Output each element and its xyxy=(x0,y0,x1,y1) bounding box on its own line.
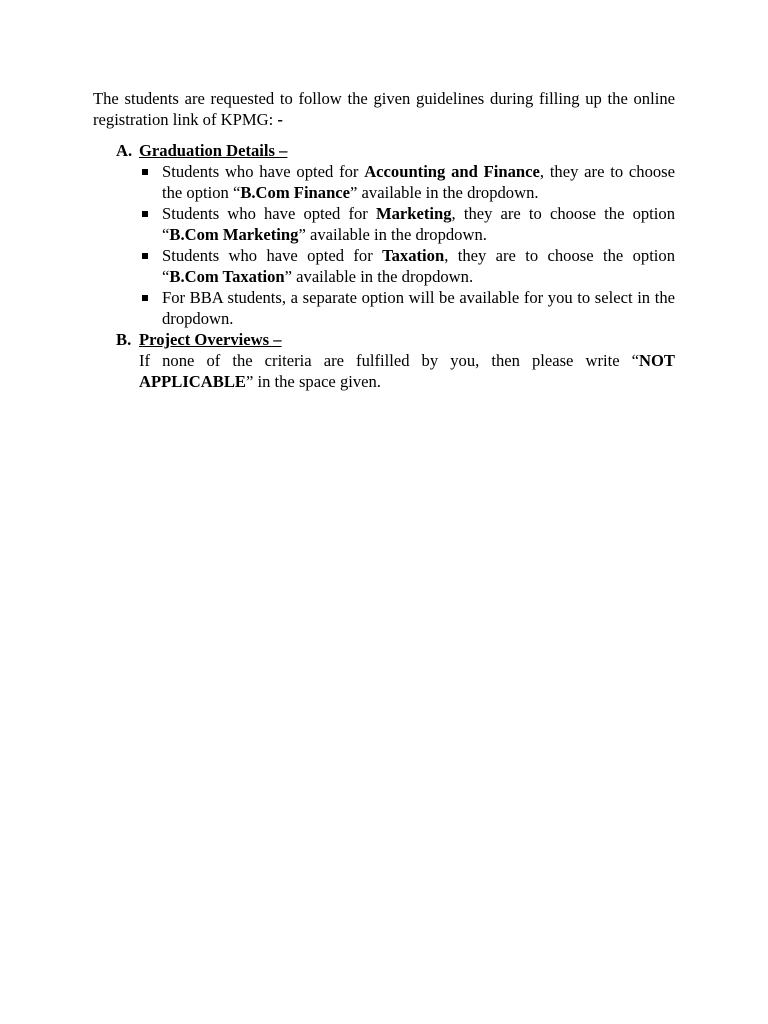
bullet-text: Students who have opted for xyxy=(162,162,365,181)
bullet-text: ” available in the dropdown. xyxy=(350,183,539,202)
section-heading: Graduation Details – xyxy=(139,141,288,160)
bullet-list xyxy=(139,161,675,329)
bullet-text: , they are to choose the option “ xyxy=(162,204,675,244)
intro-suffix: - xyxy=(277,110,283,129)
body-text: If none of the criteria are fulfilled by you, then please write “ xyxy=(139,351,640,370)
square-bullet-icon xyxy=(142,253,148,259)
bullet-bold-text: B.Com Marketing xyxy=(169,225,299,244)
bullet-text: , they are to choose the option “ xyxy=(162,246,676,286)
list-item xyxy=(162,161,675,203)
body-text: ” in the space given. xyxy=(245,372,381,391)
list-item xyxy=(162,287,675,329)
bullet-text: For BBA students, a separate option will be available for you to select in the dropdown. xyxy=(162,288,675,328)
section-heading: Project Overviews – xyxy=(139,330,282,349)
bullet-bold-text: Taxation xyxy=(382,246,445,265)
intro-text: The students are requested to follow the given guidelines during filling up the online registration link of KPMG: xyxy=(93,89,675,129)
intro-paragraph xyxy=(93,88,675,130)
square-bullet-icon xyxy=(142,169,148,175)
bullet-bold-text: Marketing xyxy=(375,204,452,223)
section-project-overviews xyxy=(93,329,675,392)
square-bullet-icon xyxy=(142,295,148,301)
bullet-bold-text: B.Com Taxation xyxy=(169,267,285,286)
bullet-text: Students who have opted for xyxy=(162,246,383,265)
section-graduation-details xyxy=(93,140,675,329)
bullet-bold-text: Accounting and Finance xyxy=(364,162,540,181)
section-marker: A. xyxy=(116,141,133,160)
list-item xyxy=(162,203,675,245)
square-bullet-icon xyxy=(142,211,148,217)
bullet-bold-text: B.Com Finance xyxy=(240,183,351,202)
body-bold-text: NOT APPLICABLE xyxy=(139,351,675,391)
bullet-text: ” available in the dropdown. xyxy=(298,225,487,244)
section-body xyxy=(139,350,675,392)
bullet-text: , they are to choose the option “ xyxy=(162,162,675,202)
document-page xyxy=(93,88,675,392)
list-item xyxy=(162,245,675,287)
section-marker: B. xyxy=(116,330,132,349)
bullet-text: ” available in the dropdown. xyxy=(284,267,474,286)
bullet-text: Students who have opted for xyxy=(162,204,376,223)
